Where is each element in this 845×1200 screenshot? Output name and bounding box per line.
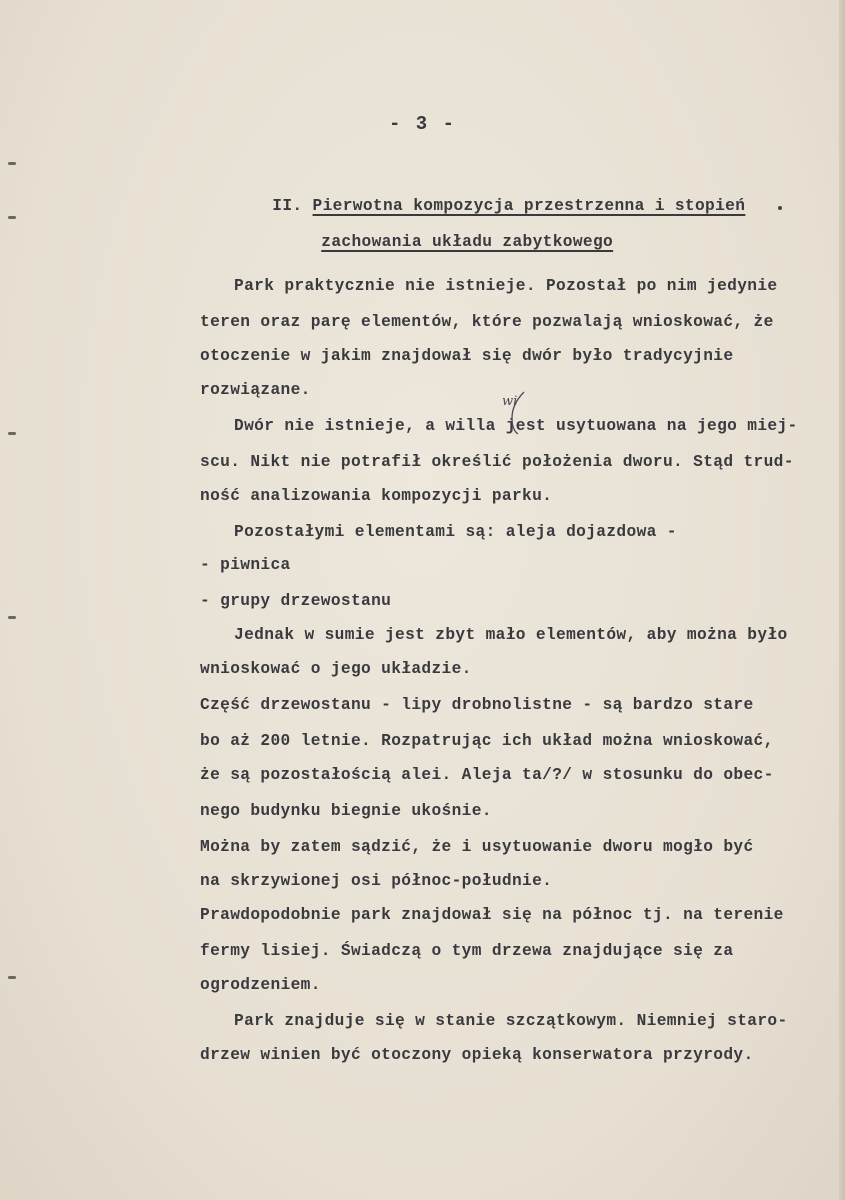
section-title-part-1: Pierwotna kompozycja przestrzenna i stopień: [312, 197, 746, 215]
body-line: scu. Nikt nie potrafił określić położenia dworu. Stąd trud-: [200, 453, 794, 471]
body-line: ność analizowania kompozycji parku.: [200, 487, 553, 505]
body-line: Część drzewostanu - lipy drobnolistne - są bardzo stare: [200, 696, 754, 714]
body-line: drzew winien być otoczony opieką konserwatora przyrody.: [200, 1046, 754, 1064]
handwritten-annotation-text: wi: [502, 394, 518, 409]
body-line: wnioskować o jego układzie.: [200, 660, 472, 678]
body-line: rozwiązane.: [200, 381, 311, 399]
body-line: - piwnica: [200, 556, 291, 574]
body-line: Park praktycznie nie istnieje. Pozostał po nim jedynie: [234, 277, 778, 295]
body-line: Można by zatem sądzić, że i usytuowanie dworu mogło być: [200, 838, 754, 856]
body-line: Pozostałymi elementami są: aleja dojazdowa -: [234, 523, 677, 541]
body-line: Prawdopodobnie park znajdował się na północ tj. na terenie: [200, 906, 784, 924]
body-line: fermy lisiej. Świadczą o tym drzewa znajdujące się za: [200, 942, 734, 960]
body-line: na skrzywionej osi północ-południe.: [200, 872, 553, 890]
body-line: nego budynku biegnie ukośnie.: [200, 802, 492, 820]
body-line: - grupy drzewostanu: [200, 592, 392, 610]
body-line: Jednak w sumie jest zbyt mało elementów, aby można było: [234, 626, 788, 644]
body-line: teren oraz parę elementów, które pozwalają wnioskować, że: [200, 313, 774, 331]
body-line: ogrodzeniem.: [200, 976, 321, 994]
body-line: Park znajduje się w stanie szczątkowym. Niemniej staro-: [234, 1012, 788, 1030]
body-line: Dwór nie istnieje, a willa jest usytuowana na jego miej-: [234, 417, 798, 435]
body-line: otoczenie w jakim znajdował się dwór było tradycyjnie: [200, 347, 734, 365]
body-line: że są pozostałością alei. Aleja ta/?/ w stosunku do obec-: [200, 766, 774, 784]
section-numeral: II.: [272, 197, 303, 215]
body-line: bo aż 200 letnie. Rozpatrując ich układ można wnioskować,: [200, 732, 774, 750]
page-number: - 3 -: [388, 113, 456, 135]
section-title-part-2: zachowania układu zabytkowego: [321, 233, 614, 251]
